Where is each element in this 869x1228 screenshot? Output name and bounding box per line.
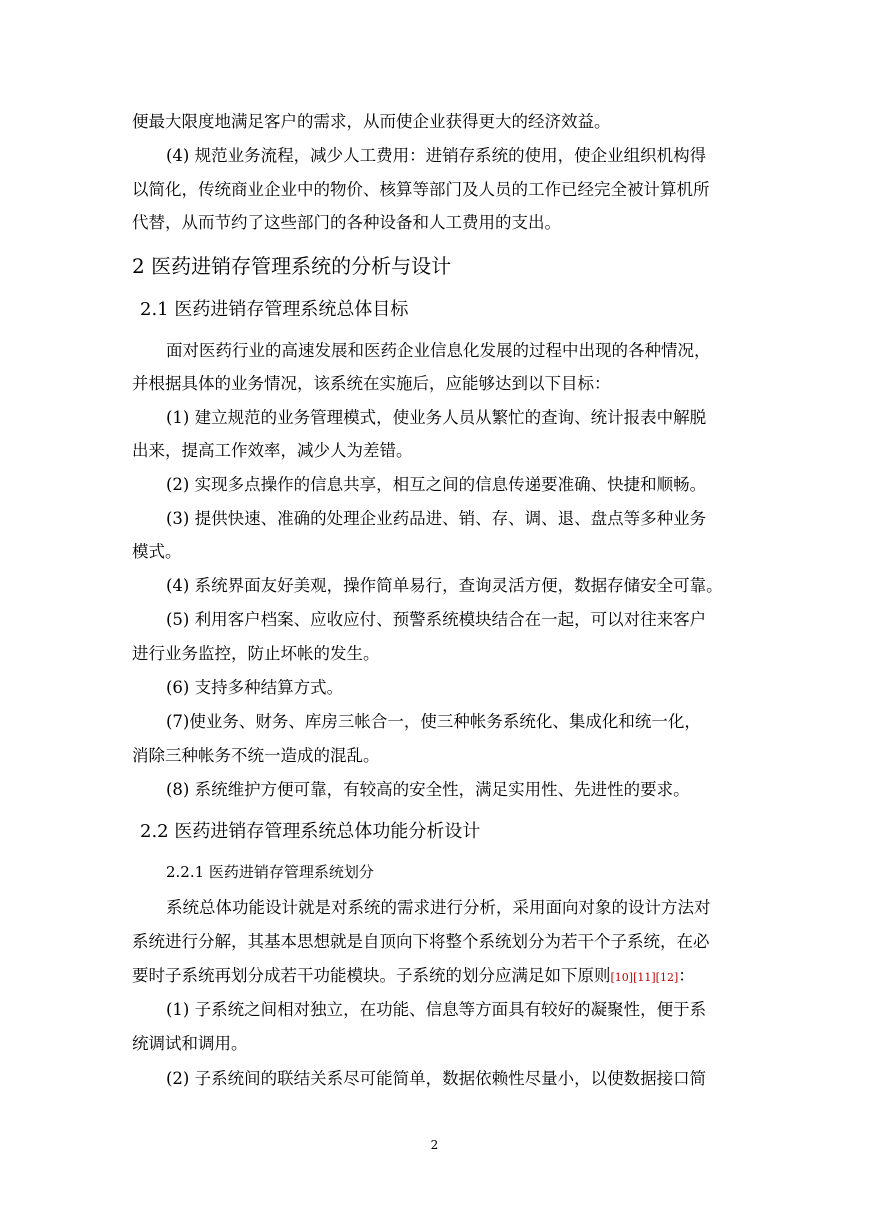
paragraph-line: 面对医药行业的高速发展和医药企业信息化发展的过程中出现的各种情况， <box>166 341 711 360</box>
subsection-heading: 2.2 医药进销存管理系统总体功能分析设计 <box>140 821 481 842</box>
paragraph-line: 以简化，传统商业企业中的物价、核算等部门及人员的工作已经完全被计算机所 <box>132 180 710 199</box>
list-item: (7)使业务、财务、库房三帐合一，使三种帐务系统化、集成化和统一化， <box>166 712 701 731</box>
list-item: (2) 子系统间的联结关系尽可能简单，数据依赖性尽量小，以使数据接口简 <box>166 1069 707 1088</box>
paragraph-line <box>132 965 695 989</box>
list-item: (1) 建立规范的业务管理模式，使业务人员从繁忙的查询、统计报表中解脱 <box>166 408 707 427</box>
list-item: (2) 实现多点操作的信息共享，相互之间的信息传递要准确、快捷和顺畅。 <box>166 475 707 494</box>
paragraph-line: 代替，从而节约了这些部门的各种设备和人工费用的支出。 <box>132 213 561 232</box>
paragraph-line: 进行业务监控，防止坏帐的发生。 <box>132 644 380 663</box>
list-item: (5) 利用客户档案、应收应付、预警系统模块结合在一起，可以对往来客户 <box>166 610 707 629</box>
paragraph-line: 消除三种帐务不统一造成的混乱。 <box>132 746 380 765</box>
paragraph-line: 系统总体功能设计就是对系统的需求进行分析，采用面向对象的设计方法对 <box>166 898 711 917</box>
paragraph-text: ： <box>678 966 695 985</box>
list-item: (1) 子系统之间相对独立，在功能、信息等方面具有较好的凝聚性，便于系 <box>166 1000 707 1019</box>
subsection-heading: 2.1 医药进销存管理系统总体目标 <box>140 299 409 320</box>
paragraph-line: 出来，提高工作效率，减少人为差错。 <box>132 441 413 460</box>
paragraph-line: 便最大限度地满足客户的需求，从而使企业获得更大的经济效益。 <box>132 112 611 131</box>
list-item: (4) 系统界面友好美观，操作简单易行，查询灵活方便，数据存储安全可靠。 <box>166 576 723 595</box>
paragraph-line: 系统进行分解，其基本思想就是自顶向下将整个系统划分为若干个子系统，在必 <box>132 932 710 951</box>
citation-link[interactable]: [10][11][12] <box>610 971 679 984</box>
section-heading: 2 医药进销存管理系统的分析与设计 <box>132 254 452 278</box>
paragraph-line: 并根据具体的业务情况，该系统在实施后，应能够达到以下目标： <box>132 374 611 393</box>
list-item: (6) 支持多种结算方式。 <box>166 678 344 697</box>
list-item: (3) 提供快速、准确的处理企业药品进、销、存、调、退、盘点等多种业务 <box>166 509 707 528</box>
page-number: 2 <box>430 1138 439 1152</box>
paragraph-line: (4) 规范业务流程，减少人工费用：进销存系统的使用，使企业组织机构得 <box>166 146 707 165</box>
paragraph-line: 模式。 <box>132 542 182 561</box>
paragraph-text: 要时子系统再划分成若干功能模块。子系统的划分应满足如下原则 <box>132 966 611 985</box>
subsubsection-heading: 2.2.1 医药进销存管理系统划分 <box>166 863 374 881</box>
list-item: (8) 系统维护方便可靠，有较高的安全性，满足实用性、先进性的要求。 <box>166 780 690 799</box>
paragraph-line: 统调试和调用。 <box>132 1034 248 1053</box>
